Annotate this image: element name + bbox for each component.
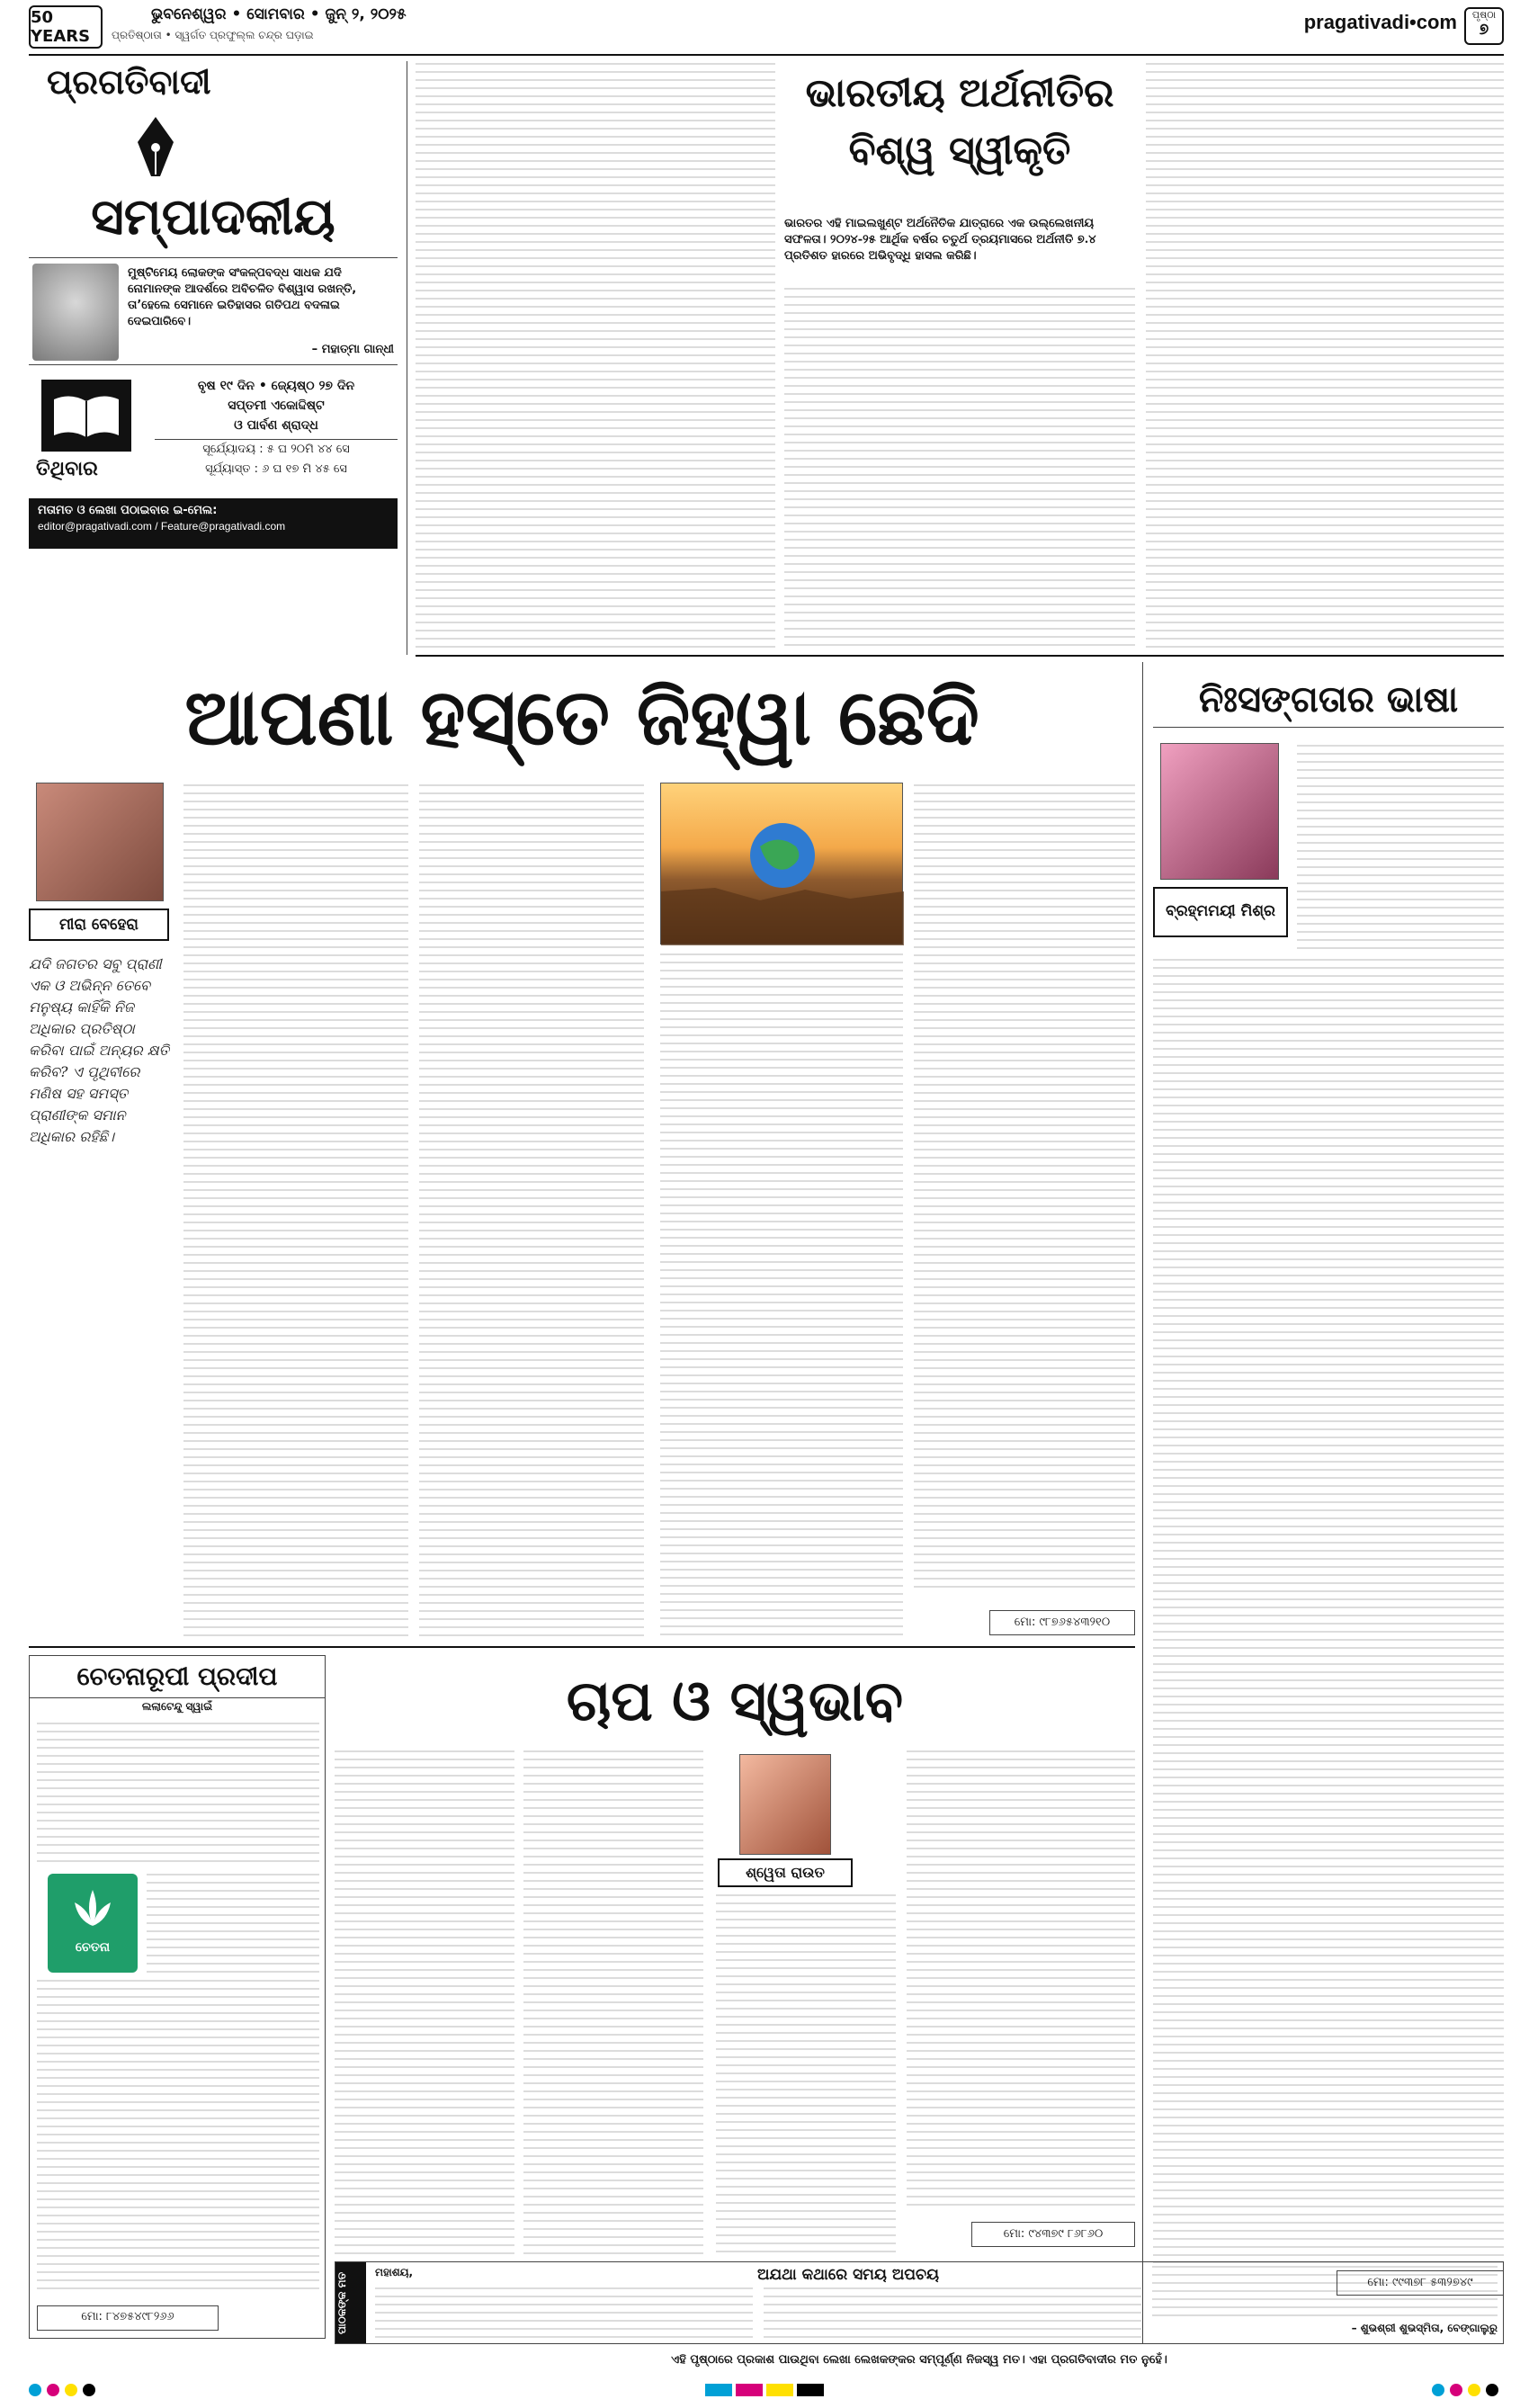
page-label: ପୃଷ୍ଠା [1471,9,1497,21]
consciousness-box [29,1655,326,2339]
right-column-divider [1142,662,1143,2344]
editorial-column-2 [784,288,1135,648]
loneliness-headline: ନିଃସଙ୍ଗତାର ଭାଷା [1153,673,1504,728]
consciousness-headline: ଚେତନାରୂପୀ ପ୍ରଦୀପ [30,1656,325,1698]
letters-side-label-text: ପାଠକଙ୍କ ମତ [335,2271,348,2334]
loneliness-column-b [1153,959,1504,2263]
letters-signature: – ଶୁଭଶ୍ରୀ ଶୁଭସ୍ମିତା, ବେଙ୍ଗାଲୁରୁ [1351,2322,1498,2334]
sunrise: ସୂର୍ଯ୍ୟୋଦୟ : ୫ ଘ ୨୦ମି ୪୪ ସେ [155,439,398,460]
tithi-panel [155,376,398,484]
paper-name: ପ୍ରଗତିବାଦୀ [47,61,211,102]
loneliness-author-photo [1160,743,1277,878]
pressure-author-name: ଶ୍ୱେତା ରାଉତ [718,1858,853,1887]
main-column-2 [419,784,644,1639]
site-name[interactable]: pragativadi•com [1303,11,1457,33]
gandhi-quote-author: – ମହାତ୍ମା ଗାନ୍ଧୀ [311,343,394,356]
masthead-rule [29,54,1504,56]
loneliness-author-name: ବ୍ରହ୍ମମୟୀ ମିଶ୍ର [1153,887,1288,937]
consciousness-column-b [147,1874,319,1973]
registration-center [705,2383,827,2400]
editorial-headline [784,65,1135,209]
registration-left [29,2383,101,2400]
main-article-headline: ଆପଣା ହସ୍ତେ ଜିହ୍ୱା ଛେଦି [184,672,979,763]
consciousness-phone: ମୋ: ୮୪୭୫୪୯୮୨୬୬ [37,2305,219,2331]
chetana-logo-label: ଚେତନା [75,1940,111,1955]
loneliness-column-a [1297,745,1504,952]
main-column-3 [660,953,903,1639]
pressure-phone: ମୋ: ୯୪୩୭୯ ୮୬୮୬୦ [971,2222,1135,2247]
pressure-author-photo [739,1754,829,1853]
editorial-column-1 [416,63,775,648]
contact-email[interactable]: editor@pragativadi.com / Feature@pragativadi.com [38,520,286,533]
sunset: ସୂର୍ଯ୍ୟାସ୍ତ : ୬ ଘ ୧୭ ମି ୪୫ ସେ [205,462,347,476]
page-number-badge [1464,7,1504,45]
editorial-lede: ଭାରତର ଏହି ମାଇଲଖୁଣ୍ଟ ଅର୍ଥନୈତିକ ଯାତ୍ରାରେ ଏକ ଉଲ୍ଲେଖନୀୟ ସଫଳତା। ୨୦୨୪-୨୫ ଆର୍ଥିକ ବର୍ଷର ଚତୁର୍ଥ ତ୍ରୟମାସରେ ଅର୍ଥନୀତି ୭.୪ ପ୍ରତିଶତ ହାରରେ ଅଭିବୃଦ୍ଧି ହାସଲ କରିଛି। [784,217,1096,263]
color-registration-bar [29,2382,1504,2400]
sidebar [29,61,398,655]
pen-nib-icon [133,115,178,178]
main-author-name: ମୀରା ବେହେରା [29,909,169,941]
editorial-bottom-rule [416,655,1504,657]
anniversary-badge-label: 50 YEARS [31,8,91,46]
letters-salutation: ମହାଶୟ, [375,2266,414,2278]
letters-body-1 [375,2287,753,2340]
letters-body-2 [764,2287,1141,2340]
editorial-headline-line2: ବିଶ୍ୱ ସ୍ୱୀକୃତି [848,128,1071,174]
letters-box [335,2261,1504,2344]
page-number: ୭ [1479,21,1489,39]
contact-bar [29,498,398,549]
consciousness-column-a [37,1723,319,1866]
pressure-column-2 [523,1750,703,2254]
masthead [0,0,1529,54]
gandhi-quote: ମୁଷ୍ଟିମେୟ ଲୋକଙ୍କ ସଂକଳ୍ପବଦ୍ଧ ସାଧକ ଯଦି ନୋମାନଙ୍କ ଆଦର୍ଶରେ ଅବିଚଳିତ ବିଶ୍ୱାସ ରଖନ୍ତି, ତା’ହେଲେ ସେମାନେ ଇତିହାସର ଗତିପଥ ବଦଳାଇ ଦେଇପାରିବେ। [128,266,357,328]
letters-body-3 [1152,2266,1498,2316]
main-pullquote: ଯଦି ଜଗତର ସବୁ ପ୍ରାଣୀ ଏକ ଓ ଅଭିନ୍ନ ତେବେ ମନୁଷ୍ୟ କାହିଁକି ନିଜ ଅଧିକାର ପ୍ରତିଷ୍ଠା କରିବା ପାଇଁ ଅନ୍ୟର କ୍ଷତି କରିବ? ଏ ପୃଥିବୀରେ ମଣିଷ ସହ ସମସ୍ତ ପ୍ରାଣୀଙ୍କ ସମାନ ଅଧିକାର ରହିଛି। [29,955,170,1145]
footer-disclaimer: ଏହି ପୃଷ୍ଠାରେ ପ୍ରକାଶ ପାଉଥିବା ଲେଖା ଲେଖକଙ୍କର ସମ୍ପୂର୍ଣ୍ଣ ନିଜସ୍ୱ ମତ। ଏହା ପ୍ରଗତିବାଦୀର ମତ ନୁହେଁ। [671,2353,1167,2367]
pressure-headline: ଚାପ ଓ ସ୍ୱଭାବ [566,1668,904,1733]
loneliness-phone: ମୋ: ୯୯୩୭୮ ୫୩୨୭୪୯ [1337,2270,1504,2296]
main-article-image [660,783,903,944]
founder-line: ପ୍ରତିଷ୍ଠାତା • ସ୍ୱର୍ଗତ ପ୍ରଫୁଲ୍ଲ ଚନ୍ଦ୍ର ଘଡ଼ାଇ [112,29,314,41]
section-title: ସମ୍ପାଦକୀୟ [91,187,335,246]
globe-icon [661,783,904,945]
pressure-column-4 [907,1750,1135,2209]
tithi-line: ବୃଷ ୧୯ ଦିନ • ଜ୍ୟେଷ୍ଠ ୨୭ ଦିନ [197,379,355,393]
consciousness-author: ଲଲାଟେନ୍ଦୁ ସ୍ୱାଇଁ [141,1700,213,1713]
chetana-logo [48,1874,138,1973]
main-column-1 [183,784,408,1639]
dateline: ଭୁବନେଶ୍ୱର • ସୋମବାର • ଜୁନ୍ ୨, ୨୦୨୫ [151,5,407,23]
gandhi-portrait [32,264,119,361]
main-author-photo [36,783,162,900]
editorial-headline-line1: ଭାରତୀୟ ଅର୍ଥନୀତିର [805,70,1114,116]
letters-side-label [335,2262,366,2343]
main-column-4 [914,784,1135,1594]
contact-label: ମତାମତ ଓ ଲେଖା ପଠାଇବାର ଇ-ମେଲ: [38,504,218,517]
book-icon [41,380,131,452]
lotus-icon [66,1883,120,1937]
letters-headline: ଅଯଥା କଥାରେ ସମୟ ଅପଚୟ [756,2266,940,2284]
pressure-column-3 [716,1894,896,2254]
registration-right [1432,2383,1504,2400]
main-phone: ମୋ: ୯୮୭୬୫୪୩୨୧୦ [989,1610,1135,1635]
tithi-label: ତିଥିବାର [36,457,98,480]
pressure-column-1 [335,1750,514,2254]
consciousness-column-c [37,1980,319,2295]
tithi-line: ସପ୍ତମୀ ଏକୋଦ୍ଦିଷ୍ଟ [228,398,325,413]
main-bottom-rule [29,1646,1135,1648]
editorial-column-3 [1146,63,1504,648]
tithi-line: ଓ ପାର୍ବଣ ଶ୍ରାଦ୍ଧ [234,418,318,433]
anniversary-badge [29,5,103,49]
quote-box [29,257,398,365]
